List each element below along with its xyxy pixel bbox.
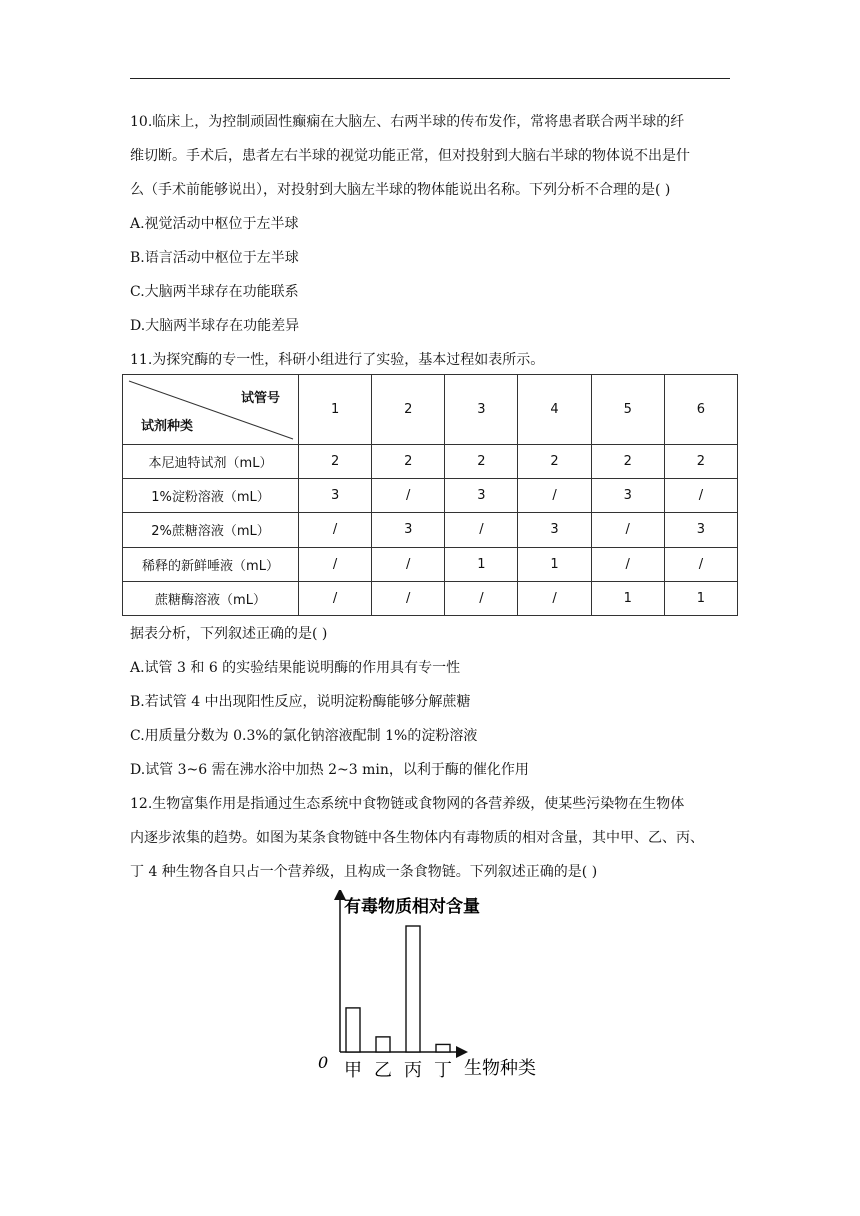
- table-cell: 3: [664, 513, 737, 547]
- table-row: [123, 547, 738, 581]
- tube-number: 3: [445, 375, 518, 445]
- header-tube-label: 试管号: [240, 391, 280, 406]
- table-cell: /: [664, 479, 737, 513]
- table-cell: /: [518, 479, 591, 513]
- table-cell: /: [445, 581, 518, 615]
- bars-group: [346, 926, 450, 1052]
- q11-option-b: B.若试管 4 中出现阳性反应，说明淀粉酶能够分解蔗糖: [130, 694, 471, 710]
- table-cell: 1: [664, 581, 737, 615]
- category-label: 乙: [374, 1060, 392, 1081]
- row-label: 1%淀粉溶液（mL）: [123, 479, 299, 513]
- table-cell: 1: [518, 547, 591, 581]
- table-cell: /: [299, 547, 372, 581]
- table-row: [123, 581, 738, 615]
- bar-丙: [406, 926, 420, 1052]
- experiment-table: [122, 374, 738, 616]
- x-axis-label: 生物种类: [464, 1058, 536, 1079]
- q10-stem-line-3: 么（手术前能够说出），对投射到大脑左半球的物体能说出名称。下列分析不合理的是( ): [130, 182, 671, 198]
- table-cell: /: [591, 513, 664, 547]
- row-label: 本尼迪特试剂（mL）: [123, 445, 299, 479]
- table-cell: /: [299, 513, 372, 547]
- table-cell: /: [445, 513, 518, 547]
- bar-丁: [436, 1044, 450, 1052]
- table-cell: 2: [299, 445, 372, 479]
- table-cell: 3: [372, 513, 445, 547]
- table-cell: 2: [518, 445, 591, 479]
- q11-stem: 11.为探究酶的专一性，科研小组进行了实验，基本过程如表所示。: [130, 352, 545, 368]
- q10-stem-line-1: 10.临床上，为控制顽固性癫痫在大脑左、右两半球的传布发作，常将患者联合两半球的纤: [130, 114, 685, 130]
- table-cell: /: [372, 547, 445, 581]
- table-cell: 2: [372, 445, 445, 479]
- tube-number: 4: [518, 375, 591, 445]
- header-reagent-label: 试剂种类: [141, 419, 194, 434]
- row-label: 2%蔗糖溶液（mL）: [123, 513, 299, 547]
- table-cell: /: [372, 479, 445, 513]
- table-cell: /: [518, 581, 591, 615]
- q12-stem-line-3: 丁 4 种生物各自只占一个营养级，且构成一条食物链。下列叙述正确的是( ): [130, 864, 598, 880]
- category-label: 丁: [434, 1060, 452, 1081]
- bar-乙: [376, 1037, 390, 1052]
- category-label: 甲: [344, 1060, 362, 1081]
- table-cell: 3: [591, 479, 664, 513]
- category-label: 丙: [404, 1060, 422, 1081]
- q11-option-d: D.试管 3~6 需在沸水浴中加热 2~3 min，以利于酶的催化作用: [130, 762, 529, 778]
- q10-option-d: D.大脑两半球存在功能差异: [130, 318, 300, 334]
- row-label: 蔗糖酶溶液（mL）: [123, 581, 299, 615]
- table-cell: /: [372, 581, 445, 615]
- row-label: 稀释的新鲜唾液（mL）: [123, 547, 299, 581]
- table-cell: 2: [445, 445, 518, 479]
- table-cell: 1: [591, 581, 664, 615]
- table-cell: /: [299, 581, 372, 615]
- table-row: [123, 513, 738, 547]
- y-axis-label: 有毒物质相对含量: [344, 897, 480, 917]
- q12-stem-line-2: 内逐步浓集的趋势。如图为某条食物链中各生物体内有毒物质的相对含量，其中甲、乙、丙、: [130, 830, 704, 846]
- category-labels: [344, 1060, 452, 1081]
- table-row: [123, 479, 738, 513]
- table-cell: /: [591, 547, 664, 581]
- table-cell: 1: [445, 547, 518, 581]
- table-cell: 3: [518, 513, 591, 547]
- q10-option-c: C.大脑两半球存在功能联系: [130, 284, 299, 300]
- table-row: [123, 445, 738, 479]
- table-cell: 3: [445, 479, 518, 513]
- table-cell: 2: [591, 445, 664, 479]
- q11-option-a: A.试管 3 和 6 的实验结果能说明酶的作用具有专一性: [130, 660, 461, 676]
- q10-stem-line-2: 维切断。手术后，患者左右半球的视觉功能正常，但对投射到大脑右半球的物体说不出是什: [130, 148, 690, 164]
- tube-number: 5: [591, 375, 664, 445]
- table-cell: 2: [664, 445, 737, 479]
- header-rule: [130, 78, 730, 79]
- q10-option-b: B.语言活动中枢位于左半球: [130, 250, 299, 266]
- q12-stem-line-1: 12.生物富集作用是指通过生态系统中食物链或食物网的各营养级，使某些污染物在生物体: [130, 796, 685, 812]
- q11-option-c: C.用质量分数为 0.3%的氯化钠溶液配制 1%的淀粉溶液: [130, 728, 478, 744]
- table-cell: /: [664, 547, 737, 581]
- bar-甲: [346, 1008, 360, 1052]
- tube-number: 2: [372, 375, 445, 445]
- toxin-bar-chart: [310, 890, 550, 1090]
- q10-option-a: A.视觉活动中枢位于左半球: [130, 216, 299, 232]
- diagonal-line: [123, 375, 299, 445]
- tube-number: 6: [664, 375, 737, 445]
- q11-after-table: 据表分析，下列叙述正确的是( ): [130, 626, 328, 642]
- table-cell: 3: [299, 479, 372, 513]
- origin-label: 0: [318, 1053, 329, 1072]
- tube-number: 1: [299, 375, 372, 445]
- table-corner-cell: [123, 375, 299, 445]
- table-header-row: [123, 375, 738, 445]
